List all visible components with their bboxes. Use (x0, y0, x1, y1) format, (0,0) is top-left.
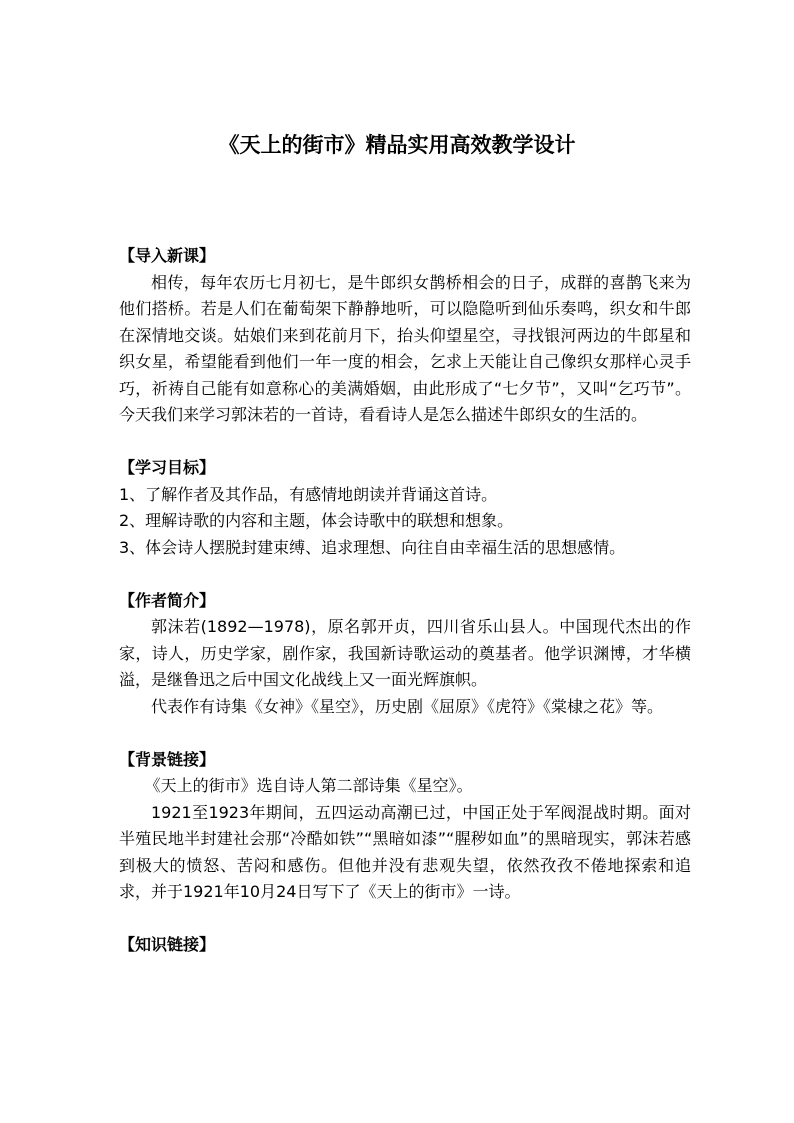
section-author (119, 588, 691, 721)
section-heading-knowledge: 【知识链接】 (119, 935, 216, 954)
objective-item-2: 2、理解诗歌的内容和主题，体会诗歌中的联想和想象。 (119, 511, 514, 530)
objective-item-1: 1、了解作者及其作品，有感情地朗读并背诵这首诗。 (119, 484, 498, 504)
section-intro (119, 243, 691, 429)
author-paragraph-2: 代表作有诗集《女神》《星空》，历史剧《屈原》《虎符》《棠棣之花》等。 (151, 696, 664, 716)
section-knowledge (119, 932, 691, 959)
objective-item-3: 3、体会诗人摆脱封建束缚、追求理想、向往自由幸福生活的思想感情。 (119, 537, 626, 557)
document-body (119, 243, 691, 959)
section-heading-intro: 【导入新课】 (119, 246, 216, 265)
document-title: 《天上的街市》精品实用高效教学设计 (218, 133, 576, 157)
section-objectives (119, 455, 691, 561)
section-heading-objectives: 【学习目标】 (119, 458, 216, 477)
section-heading-author: 【作者简介】 (119, 590, 216, 610)
background-paragraph-2: 1921至1923年期间，五四运动高潮已过，中国正处于军阀混战时期。面对半殖民地半封建社会那“冷酷如铁”“黑暗如漆”“腥秽如血”的黑暗现实，郭沫若感到极大的愤怒、苦闷和感伤。但他并没有悲观失望，依然孜孜不倦地探索和追求，并于1921年10月24日写下了《天上的街市》一诗。 (119, 802, 691, 901)
author-paragraph-1: 郭沫若(1892—1978)，原名郭开贞，四川省乐山县人。中国现代杰出的作家，诗人，历史学家，剧作家，我国新诗歌运动的奠基者。他学识渊博，才华横溢，是继鲁迅之后中国文化战线上又一面光辉旗帜。 (119, 617, 691, 689)
section-background (119, 747, 691, 906)
section-heading-background: 【背景链接】 (119, 749, 216, 769)
background-paragraph-1: 《天上的街市》选自诗人第二部诗集《星空》。 (144, 776, 473, 795)
intro-paragraph: 相传，每年农历七月初七，是牛郎织女鹊桥相会的日子，成群的喜鹊飞来为他们搭桥。若是人们在葡萄架下静静地听，可以隐隐听到仙乐奏鸣，织女和牛郎在深情地交谈。姑娘们来到花前月下，抬头仰望星空，寻找银河两边的牛郎星和织女星，希望能看到他们一年一度的相会，乞求上天能让自己像织女那样心灵手巧，祈祷自己能有如意称心的美满婚姻，由此形成了“七夕节”，又叫“乞巧节”。今天我们来学习郭沫若的一首诗，看看诗人是怎么描述牛郎织女的生活的。 (119, 272, 691, 424)
